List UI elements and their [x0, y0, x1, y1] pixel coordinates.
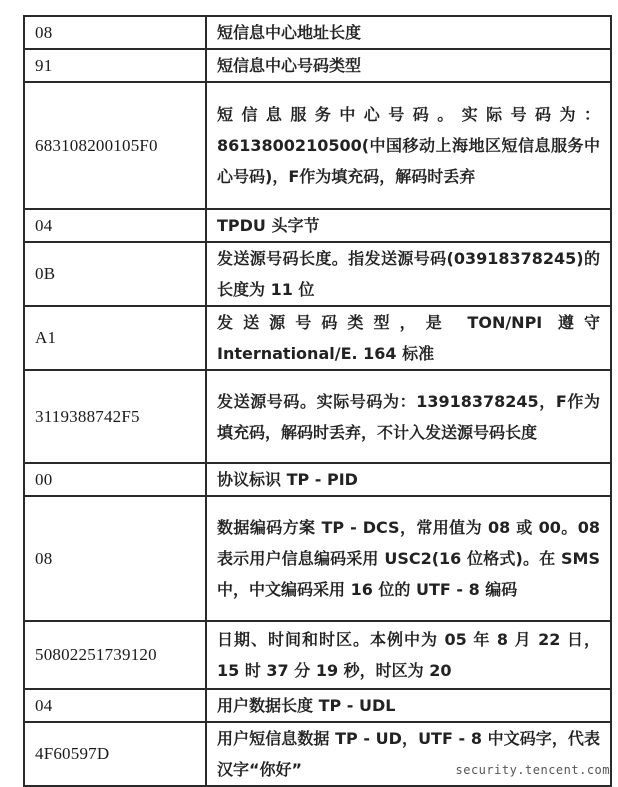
- hex-field-cell: 04: [24, 209, 206, 242]
- hex-field-cell: A1: [24, 306, 206, 370]
- hex-field-cell: 3119388742F5: [24, 370, 206, 463]
- description-cell: 发送源号码。实际号码为：13918378245，F作为填充码，解码时丢弃，不计入发送源号码长度: [206, 370, 611, 463]
- table-row: [24, 16, 611, 49]
- hex-field-cell: 50802251739120: [24, 621, 206, 689]
- table-row: [24, 370, 611, 463]
- table-row: [24, 689, 611, 722]
- table-body: [24, 16, 611, 786]
- description-cell: 短信息服务中心号码。实际号码为：8613800210500(中国移动上海地区短信息服务中心号码)，F作为填充码，解码时丢弃: [206, 82, 611, 209]
- table-row: [24, 621, 611, 689]
- description-cell: 日期、时间和时区。本例中为 05 年 8 月 22 日，15 时 37 分 19 秒，时区为 20: [206, 621, 611, 689]
- description-cell: 短信息中心号码类型: [206, 49, 611, 82]
- table-row: [24, 306, 611, 370]
- table-row: [24, 82, 611, 209]
- hex-field-cell: 91: [24, 49, 206, 82]
- hex-field-cell: 0B: [24, 242, 206, 306]
- description-cell: 用户数据长度 TP - UDL: [206, 689, 611, 722]
- description-cell: 用户短信息数据 TP - UD，UTF - 8 中文码字，代表汉字“你好”: [206, 722, 611, 786]
- hex-field-cell: 08: [24, 16, 206, 49]
- table-row: [24, 463, 611, 496]
- hex-field-cell: 04: [24, 689, 206, 722]
- description-cell: 短信息中心地址长度: [206, 16, 611, 49]
- description-cell: 发送源号码长度。指发送源号码(03918378245)的长度为 11 位: [206, 242, 611, 306]
- description-cell: 协议标识 TP - PID: [206, 463, 611, 496]
- description-cell: 数据编码方案 TP - DCS，常用值为 08 或 00。08 表示用户信息编码采用 USC2(16 位格式)。在 SMS 中，中文编码采用 16 位的 UTF - 8 编码: [206, 496, 611, 621]
- hex-field-cell: 00: [24, 463, 206, 496]
- description-cell: TPDU 头字节: [206, 209, 611, 242]
- table-row: [24, 209, 611, 242]
- table-row: [24, 49, 611, 82]
- description-cell: 发送源号码类型，是 TON/NPI 遵守 International/E. 164 标准: [206, 306, 611, 370]
- sms-pdu-table: [23, 15, 612, 787]
- hex-field-cell: 683108200105F0: [24, 82, 206, 209]
- table-row: [24, 496, 611, 621]
- hex-field-cell: 4F60597D: [24, 722, 206, 786]
- hex-field-cell: 08: [24, 496, 206, 621]
- table-row: [24, 242, 611, 306]
- watermark: security.tencent.com: [455, 763, 610, 777]
